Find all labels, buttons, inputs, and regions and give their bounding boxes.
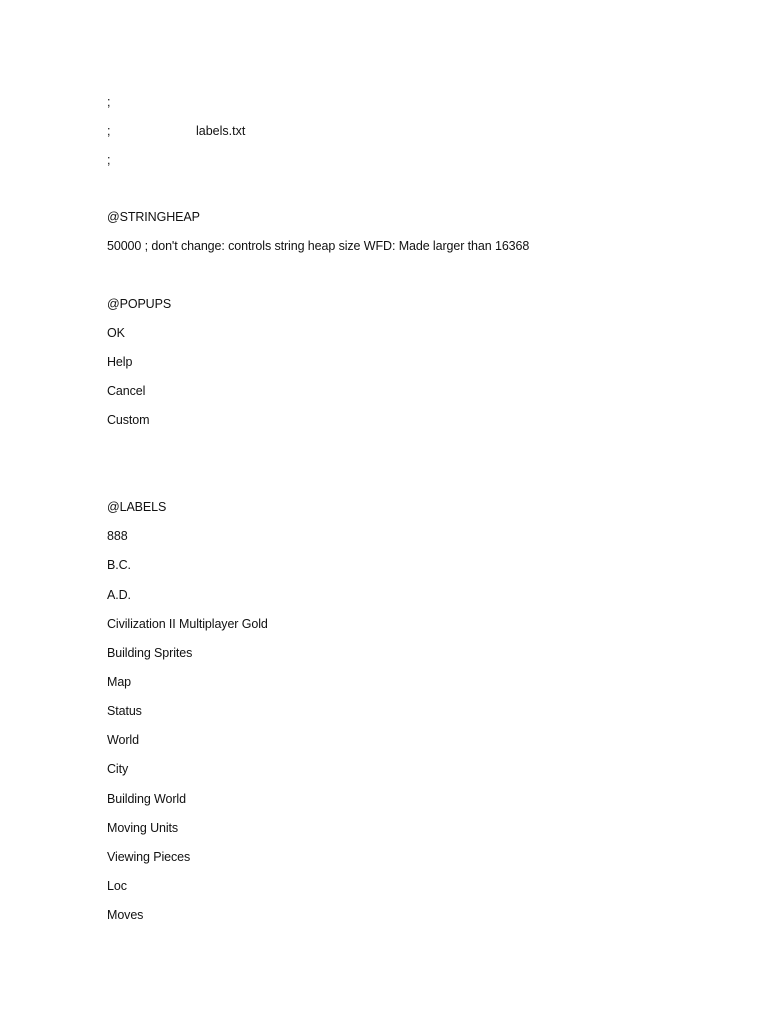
stringheap-value-line: 50000 ; don't change: controls string heap size WFD: Made larger than 16368 xyxy=(107,239,530,253)
comment-line: ; xyxy=(107,153,111,167)
label-item: Status xyxy=(107,704,142,718)
label-item: A.D. xyxy=(107,588,131,602)
label-item: Building World xyxy=(107,792,186,806)
comment-line: ; xyxy=(107,95,111,109)
label-item: Building Sprites xyxy=(107,646,193,660)
label-item: B.C. xyxy=(107,558,131,572)
label-item: Map xyxy=(107,675,132,689)
section-heading-labels: @LABELS xyxy=(107,500,167,514)
label-item: 888 xyxy=(107,529,128,543)
label-item: Civilization II Multiplayer Gold xyxy=(107,617,268,631)
label-item: Moves xyxy=(107,908,144,922)
popup-item: Custom xyxy=(107,413,150,427)
popup-item: Cancel xyxy=(107,384,146,398)
file-name: labels.txt xyxy=(196,124,246,138)
popup-item: OK xyxy=(107,326,125,340)
label-item: Loc xyxy=(107,879,127,893)
label-item: City xyxy=(107,762,129,776)
comment-line: ; xyxy=(107,124,111,138)
section-heading-popups: @POPUPS xyxy=(107,297,172,311)
section-heading-stringheap: @STRINGHEAP xyxy=(107,210,200,224)
label-item: Viewing Pieces xyxy=(107,850,191,864)
popup-item: Help xyxy=(107,355,133,369)
label-item: World xyxy=(107,733,139,747)
label-item: Moving Units xyxy=(107,821,179,835)
